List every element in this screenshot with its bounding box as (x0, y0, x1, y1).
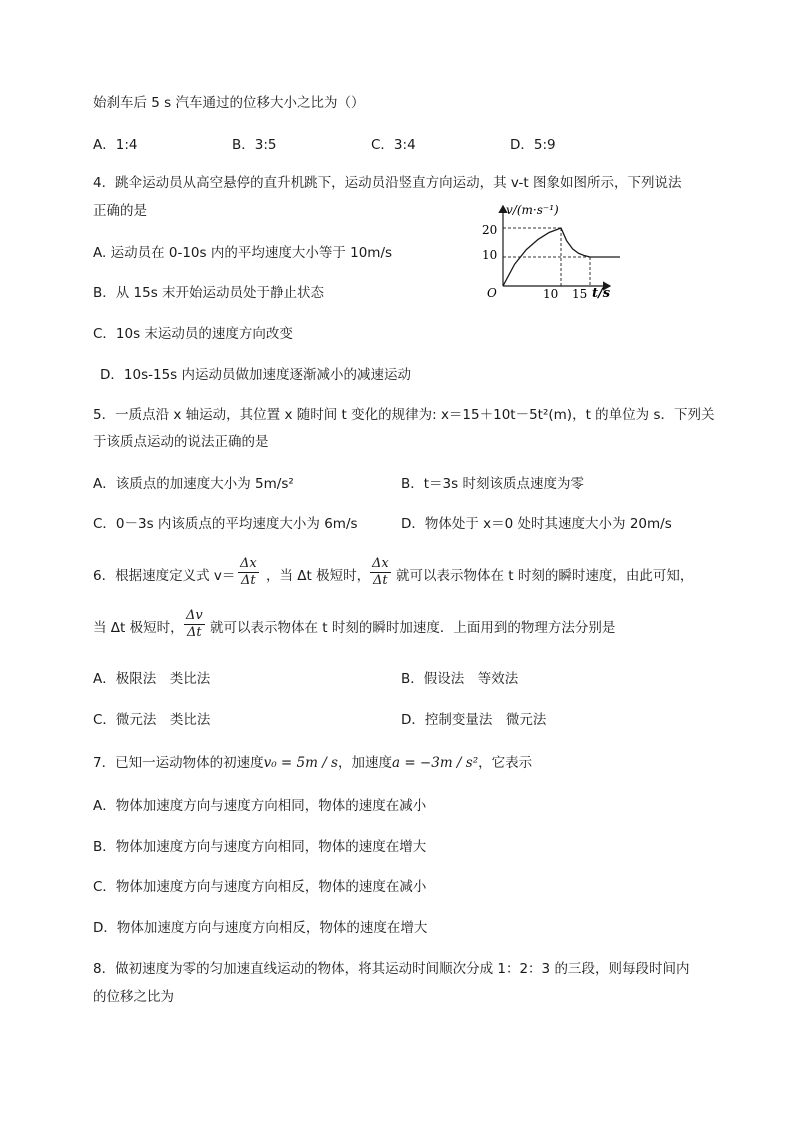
q6-option-b: B．假设法 等效法 (401, 671, 519, 687)
q6-option-d: D．控制变量法 微元法 (401, 712, 547, 728)
q4-stem-line1: 4．跳伞运动员从高空悬停的直升机跳下，运动员沿竖直方向运动，其 v-t 图象如图所示，下列说法 (93, 175, 682, 191)
q7-stem (93, 754, 532, 772)
q5-stem-line2: 于该质点运动的说法正确的是 (93, 434, 269, 450)
q7-acceleration: a = −3m / s² (391, 755, 479, 771)
q4-option-b: B．从 15s 末开始运动员处于静止状态 (93, 285, 325, 301)
q4-option-a: A. 运动员在 0-10s 内的平均速度大小等于 10m/s (93, 245, 393, 261)
q3-option-b: B．3:5 (232, 137, 277, 153)
q7-option-d: D．物体加速度方向与速度方向相反，物体的速度在增大 (93, 920, 428, 936)
q6-fraction-2-den: Δt (373, 573, 388, 588)
velocity-curve-0 (503, 228, 620, 286)
q5-option-a: A．该质点的加速度大小为 5m/s² (93, 476, 294, 492)
q3-option-d: D．5:9 (510, 137, 556, 153)
q6-text-part2: ，当 Δt 极短时， (266, 568, 371, 584)
q5-option-b: B．t＝3s 时刻该质点速度为零 (401, 476, 584, 492)
q6-fraction-1-den: Δt (241, 573, 256, 588)
q6-fraction-3-den: Δt (187, 625, 202, 640)
q7-option-c: C．物体加速度方向与速度方向相反，物体的速度在减小 (93, 879, 427, 895)
y-axis-label: v/(m·s⁻¹) (506, 203, 559, 217)
q6-fraction-1 (238, 556, 259, 589)
q3-option-c: C．3:4 (371, 137, 416, 153)
q3-option-a: A．1:4 (93, 137, 138, 153)
q3-tail-text: 始刹车后 5 s 汽车通过的位移大小之比为（） (93, 95, 365, 111)
q7-stem-a: 7．已知一运动物体的初速度 (93, 755, 264, 771)
q6-fraction-1-num: Δx (240, 556, 257, 571)
q6-fraction-3-num: Δv (186, 608, 203, 623)
q5-option-c: C．0－3s 内该质点的平均速度大小为 6m/s (93, 516, 358, 532)
y-tick-label-20: 20 (482, 223, 498, 237)
x-tick-label-10: 10 (543, 287, 559, 301)
q6-fraction-2-num: Δx (372, 556, 389, 571)
q7-option-a: A．物体加速度方向与速度方向相同，物体的速度在减小 (93, 798, 427, 814)
q5-stem-line1: 5．一质点沿 x 轴运动，其位置 x 随时间 t 变化的规律为: x＝15＋10t－5t²(m)，t 的单位为 s．下列关 (93, 407, 715, 423)
x-tick-label-15: 15 (572, 287, 588, 301)
q6-text-part4: 当 Δt 极短时， (93, 620, 184, 636)
q7-initial-velocity: v₀ = 5m / s (263, 755, 338, 771)
q4-stem-line2: 正确的是 (93, 203, 147, 219)
q7-stem-c: ，它表示 (478, 755, 533, 771)
q6-fraction-2 (370, 556, 391, 589)
q8-stem-line1: 8．做初速度为零的匀加速直线运动的物体，将其运动时间顺次分成 1：2：3 的三段，则每段时间内 (93, 961, 690, 977)
q5-option-d: D．物体处于 x＝0 处时其速度大小为 20m/s (401, 516, 672, 532)
q4-option-c: C．10s 末运动员的速度方向改变 (93, 326, 293, 342)
q6-text-part1: 6．根据速度定义式 v＝ (93, 568, 236, 584)
q6-option-c: C．微元法 类比法 (93, 712, 211, 728)
x-axis-label: t/s (592, 286, 611, 301)
vt-chart (470, 194, 620, 304)
q4-option-d: D．10s-15s 内运动员做加速度逐渐减小的减速运动 (100, 367, 411, 383)
q6-fraction-3 (184, 608, 205, 641)
q8-stem-line2: 的位移之比为 (93, 989, 174, 1005)
q6-option-a: A．极限法 类比法 (93, 671, 211, 687)
origin-label: O (487, 286, 497, 300)
q6-text-part3: 就可以表示物体在 t 时刻的瞬时速度，由此可知， (396, 568, 694, 584)
q6-text-part5: 就可以表示物体在 t 时刻的瞬时加速度．上面用到的物理方法分别是 (210, 620, 616, 636)
y-tick-label-10: 10 (482, 248, 498, 262)
q7-option-b: B．物体加速度方向与速度方向相同，物体的速度在增大 (93, 839, 427, 855)
q7-stem-b: ，加速度 (337, 755, 392, 771)
